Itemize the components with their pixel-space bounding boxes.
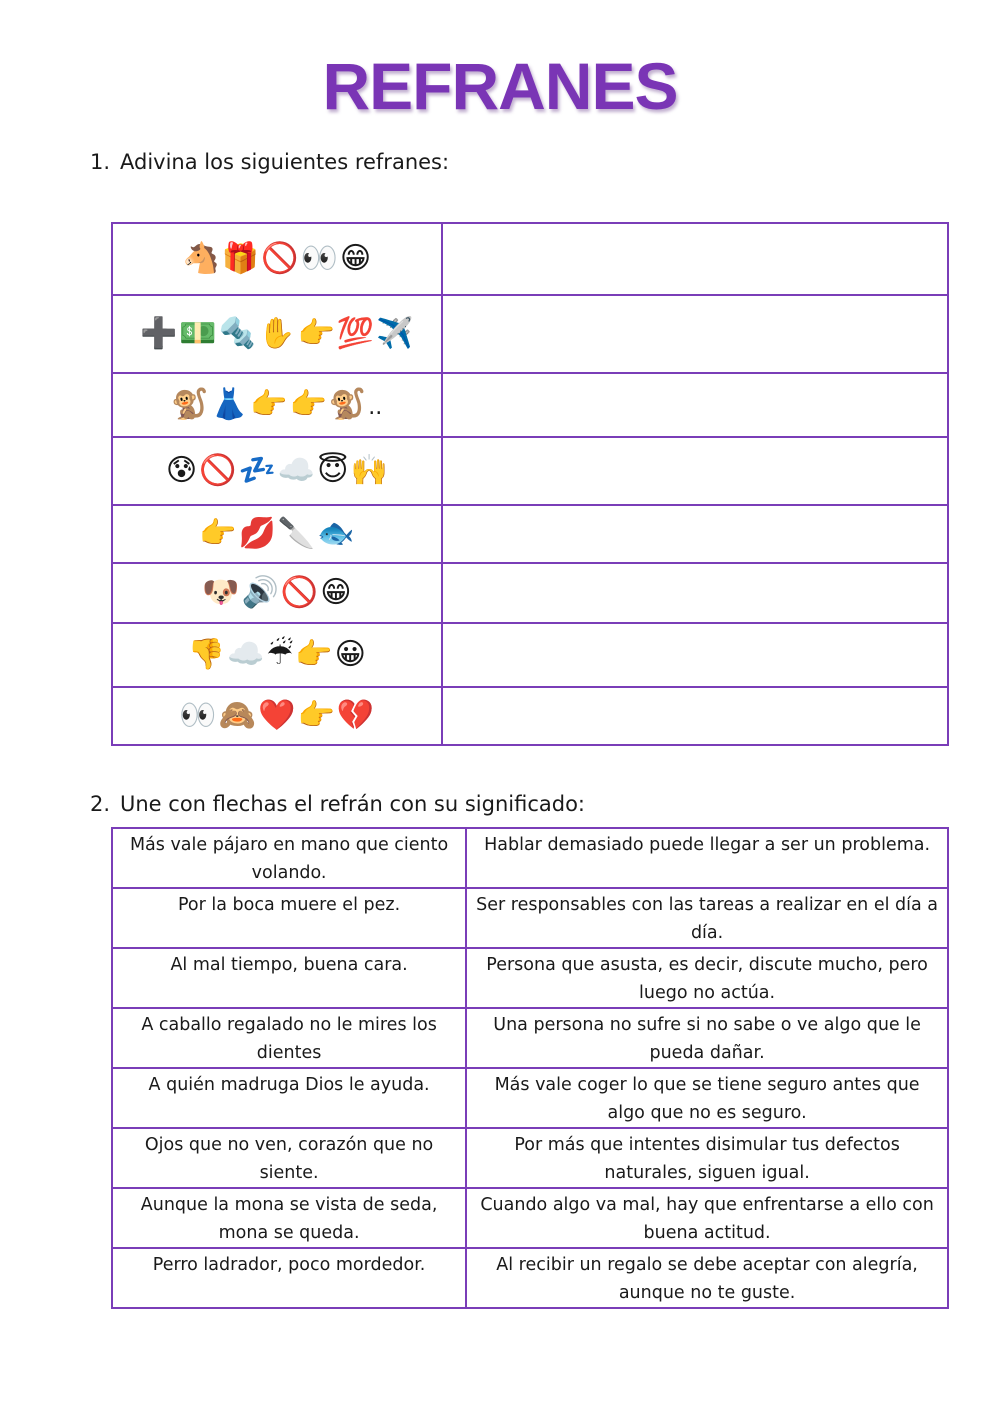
emoji-icon: 💵 (179, 316, 217, 351)
emoji-icon: 👗 (210, 387, 249, 422)
emoji-clue-cell (112, 687, 442, 745)
emoji-icon: 👉 (250, 387, 288, 422)
meaning-cell[interactable]: Persona que asusta, es decir, discute mucho, pero luego no actúa. (466, 948, 948, 1008)
emoji-icon: 💤 (238, 453, 276, 488)
emoji-clue-cell (112, 437, 442, 505)
meaning-cell[interactable]: Al recibir un regalo se debe aceptar con alegría, aunque no te guste. (466, 1248, 948, 1308)
answer-cell[interactable] (442, 687, 948, 745)
emoji-icon: 💯 (336, 316, 375, 351)
emoji-icon: 😁 (339, 241, 372, 276)
emoji-clue-cell (112, 295, 442, 373)
answer-cell[interactable] (442, 623, 948, 687)
emoji-icon: 👉 (297, 698, 335, 733)
section-1-heading (90, 150, 449, 174)
emoji-icon: 😰 (165, 453, 198, 488)
riddle-row (112, 223, 948, 295)
emoji-icon: 👀 (179, 698, 217, 733)
match-row (112, 948, 948, 1008)
emoji-icon: ➕ (140, 316, 178, 351)
meaning-cell[interactable]: Ser responsables con las tareas a realizar en el día a día. (466, 888, 948, 948)
emoji-icon: 👉 (297, 316, 335, 351)
meaning-cell[interactable]: Una persona no sufre si no sabe o ve algo que le pueda dañar. (466, 1008, 948, 1068)
emoji-icon: 🔪 (277, 516, 316, 551)
emoji-icon: 💔 (336, 698, 375, 733)
emoji-icon: 🐴 (182, 241, 220, 276)
emoji-icon: 👎 (187, 637, 226, 672)
emoji-riddle-table (111, 222, 949, 746)
section-2-heading (90, 792, 585, 816)
meaning-cell[interactable]: Más vale coger lo que se tiene seguro antes que algo que no es seguro. (466, 1068, 948, 1128)
answer-cell[interactable] (442, 295, 948, 373)
matching-table (111, 827, 949, 1309)
emoji-icon: 👉 (289, 387, 327, 422)
emoji-icon: 🐟 (317, 516, 355, 551)
emoji-icon: 🐒 (171, 387, 209, 422)
saying-cell[interactable]: Por la boca muere el pez. (112, 888, 466, 948)
riddle-row (112, 563, 948, 623)
emoji-clue-cell (112, 223, 442, 295)
emoji-icon: 🐒 (328, 387, 367, 422)
emoji-icon: 👉 (295, 637, 333, 672)
emoji-icon: 😁 (320, 575, 352, 610)
emoji-icon: 🎁 (221, 241, 260, 276)
match-row (112, 1188, 948, 1248)
riddle-row (112, 687, 948, 745)
saying-cell[interactable]: Aunque la mona se vista de seda, mona se queda. (112, 1188, 466, 1248)
emoji-icon: ✈️ (376, 316, 414, 351)
match-row (112, 1008, 948, 1068)
emoji-icon: 🙈 (218, 698, 257, 733)
page-title: REFRANES (322, 49, 678, 123)
emoji-clue-cell (112, 505, 442, 563)
meaning-cell[interactable]: Cuando algo va mal, hay que enfrentarse a ello con buena actitud. (466, 1188, 948, 1248)
emoji-icon: 🔩 (218, 316, 257, 351)
saying-cell[interactable]: Ojos que no ven, corazón que no siente. (112, 1128, 466, 1188)
emoji-icon: ☁️ (277, 453, 316, 488)
emoji-icon: 🚫 (280, 575, 319, 610)
saying-cell[interactable]: Al mal tiempo, buena cara. (112, 948, 466, 1008)
emoji-icon: 😇 (317, 453, 349, 488)
answer-cell[interactable] (442, 223, 948, 295)
section-2-number: 2. (90, 792, 111, 816)
emoji-icon: 🐶 (202, 575, 240, 610)
emoji-icon: ❤️ (258, 698, 296, 733)
match-row (112, 1068, 948, 1128)
answer-cell[interactable] (442, 505, 948, 563)
emoji-icon: 🚫 (261, 241, 299, 276)
emoji-clue-cell (112, 563, 442, 623)
saying-cell[interactable]: Más vale pájaro en mano que ciento volando. (112, 828, 466, 888)
riddle-row (112, 505, 948, 563)
section-1-heading-text: Adivina los siguientes refranes: (120, 150, 450, 174)
emoji-icon: 😀 (334, 637, 366, 672)
match-row (112, 1128, 948, 1188)
riddle-row (112, 623, 948, 687)
emoji-icon: 👉 (199, 516, 237, 551)
answer-cell[interactable] (442, 437, 948, 505)
section-2-heading-text: Une con flechas el refrán con su significado: (120, 792, 585, 816)
answer-cell[interactable] (442, 373, 948, 437)
emoji-icon: ☔ (266, 637, 294, 672)
match-row (112, 828, 948, 888)
emoji-icon: 🚫 (199, 453, 237, 488)
saying-cell[interactable]: Perro ladrador, poco mordedor. (112, 1248, 466, 1308)
emoji-icon: 👀 (300, 241, 338, 276)
emoji-icon: 💋 (238, 516, 276, 551)
section-1-number: 1. (90, 150, 111, 174)
emoji-clue-cell (112, 373, 442, 437)
meaning-cell[interactable]: Hablar demasiado puede llegar a ser un problema. (466, 828, 948, 888)
emoji-icon: ✋ (258, 316, 296, 351)
riddle-row (112, 295, 948, 373)
match-row (112, 1248, 948, 1308)
emoji-clue-cell (112, 623, 442, 687)
riddle-row (112, 437, 948, 505)
emoji-icon: 🙌 (350, 453, 388, 488)
emoji-icon: .. (368, 395, 383, 420)
match-row (112, 888, 948, 948)
answer-cell[interactable] (442, 563, 948, 623)
saying-cell[interactable]: A caballo regalado no le mires los dientes (112, 1008, 466, 1068)
meaning-cell[interactable]: Por más que intentes disimular tus defectos naturales, siguen igual. (466, 1128, 948, 1188)
riddle-row (112, 373, 948, 437)
saying-cell[interactable]: A quién madruga Dios le ayuda. (112, 1068, 466, 1128)
emoji-icon: ☁️ (227, 637, 265, 672)
emoji-icon: 🔊 (241, 575, 279, 610)
